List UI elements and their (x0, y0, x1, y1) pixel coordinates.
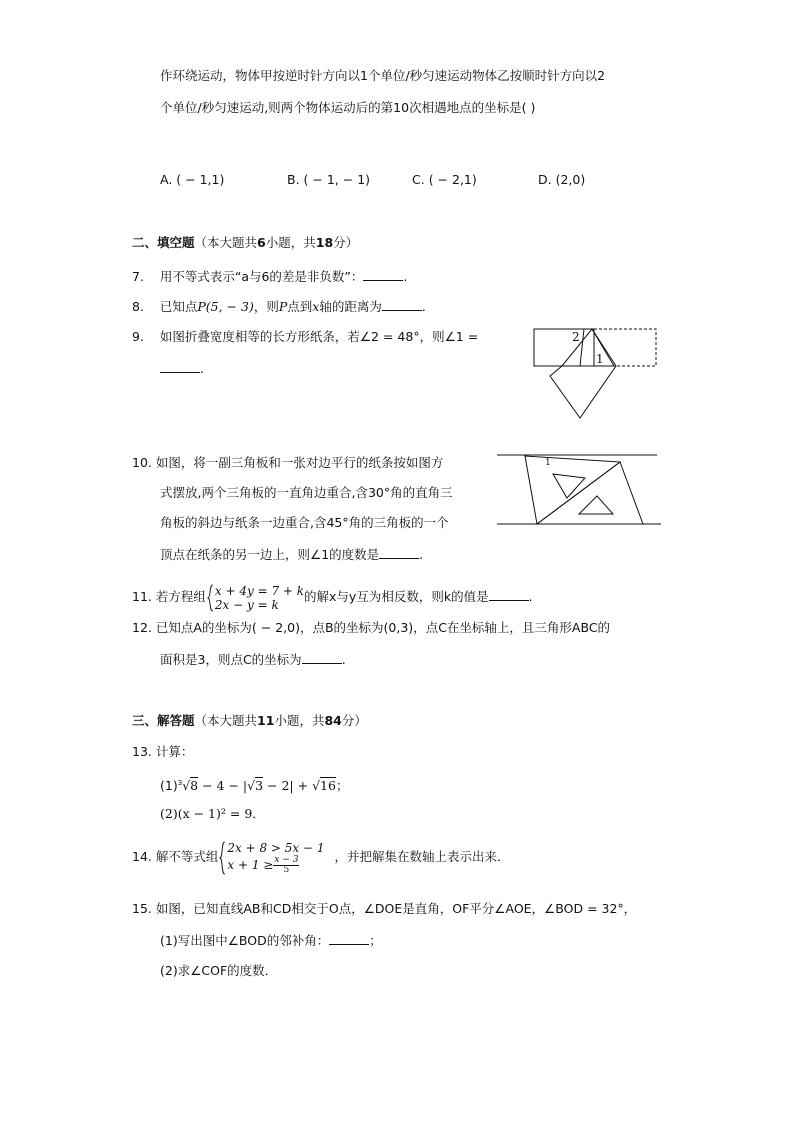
q7: 7. 用不等式表示“a与6的差是非负数”： . (132, 269, 408, 284)
q6-text-line2: 个单位/秒匀速运动,则两个物体运动后的第10次相遇地点的坐标是( ) (160, 100, 536, 115)
q10-30deg-triangle-hole (553, 474, 585, 498)
q11-blank (489, 588, 529, 601)
q11: 11. 若方程组 x + 4y = 7 + k 2x − y = k 的解x与y互为相反数，则k的值是 . (132, 583, 533, 612)
q6-option-c: C. ( − 2,1) (412, 172, 477, 187)
q9-answer-line: . (160, 360, 204, 377)
section-fill-blank-heading: 二、填空题（本大题共6小题，共18分） (132, 235, 359, 250)
section-solve-heading: 三、解答题（本大题共11小题，共84分） (132, 713, 367, 728)
q9-angle-1-label: 1 (596, 352, 604, 366)
q10-angle-1-label: 1 (545, 458, 551, 468)
q12-line2: 面积是3，则点C的坐标为 . (160, 652, 346, 667)
q10-45deg-triangle-hole (579, 496, 613, 514)
q6-option-d: D. (2,0) (538, 172, 586, 187)
q6-option-a: A. ( − 1,1) (160, 172, 225, 187)
q10-blank (379, 546, 419, 559)
q15-part2: (2)求∠COF的度数． (160, 963, 278, 978)
q13-part1: $(1)^3√8 - 4 - |√3 - 2| + √16$； (160, 778, 349, 794)
q10-triangle-rulers-figure (495, 448, 663, 533)
q14-brace-icon (219, 841, 226, 875)
q6-option-b: B. ( − 1, − 1) (287, 172, 371, 187)
q8-blank (382, 298, 422, 311)
q7-blank (363, 268, 403, 281)
q9-angle-2-label: 2 (572, 330, 580, 344)
q13-title: 13. 计算： (132, 744, 194, 759)
q9: 9. 如图折叠宽度相等的长方形纸条，若∠2 = 48°，则∠1 = (132, 329, 479, 344)
q11-equation-system: x + 4y = 7 + k 2x − y = k (215, 584, 304, 612)
q15-blank (329, 932, 369, 945)
q9-folded-strip-figure (528, 322, 663, 422)
q15-line1: 15. 如图，已知直线AB和CD相交于O点，∠DOE是直角，OF平分∠AOE，∠BOD = 32°， (132, 901, 637, 916)
q14-inequality-system: 2x + 8 > 5x − 1 x + 1 ≥ $\frac{x - 3}{5}$ (227, 841, 324, 875)
q9-blank (160, 360, 200, 373)
q8: 8. 已知点P(5, − 3)，则P点到x轴的距离为 . (132, 299, 426, 314)
q6-text-line1: 作环绕运动，物体甲按逆时针方向以1个单位/秒匀速运动物体乙按顺时针方向以2 (160, 68, 606, 83)
q12-line1: 12. 已知点A的坐标为( − 2,0)，点B的坐标为(0,3)，点C在坐标轴上，且三角形ABC的 (132, 620, 611, 635)
q13-part2: (2)(x − 1)² = 9． (160, 806, 265, 821)
q10-line4: 顶点在纸条的另一边上，则∠1的度数是 . (160, 547, 424, 562)
q10-line3: 角板的斜边与纸条一边重合,含45°角的三角板的一个 (160, 515, 449, 530)
q11-brace-icon (207, 584, 214, 612)
q14-fraction: $\frac{x - 3}{5}$ (274, 854, 299, 875)
q14: 14. 解不等式组 2x + 8 > 5x − 1 x + 1 ≥ $\frac{x - 3}{5}$ ，并把解集在数轴上表示出来． (132, 840, 510, 875)
q12-blank (302, 651, 342, 664)
q15-part1: (1)写出图中∠BOD的邻补角： ； (160, 933, 382, 948)
q10-line2: 式摆放,两个三角板的一直角边重合,含30°角的直角三 (160, 485, 453, 500)
q9-strip-left-part (534, 329, 594, 366)
q10-45deg-triangle (537, 462, 643, 524)
q10-line1: 10. 如图，将一副三角板和一张对边平行的纸条按如图方 (132, 455, 444, 470)
